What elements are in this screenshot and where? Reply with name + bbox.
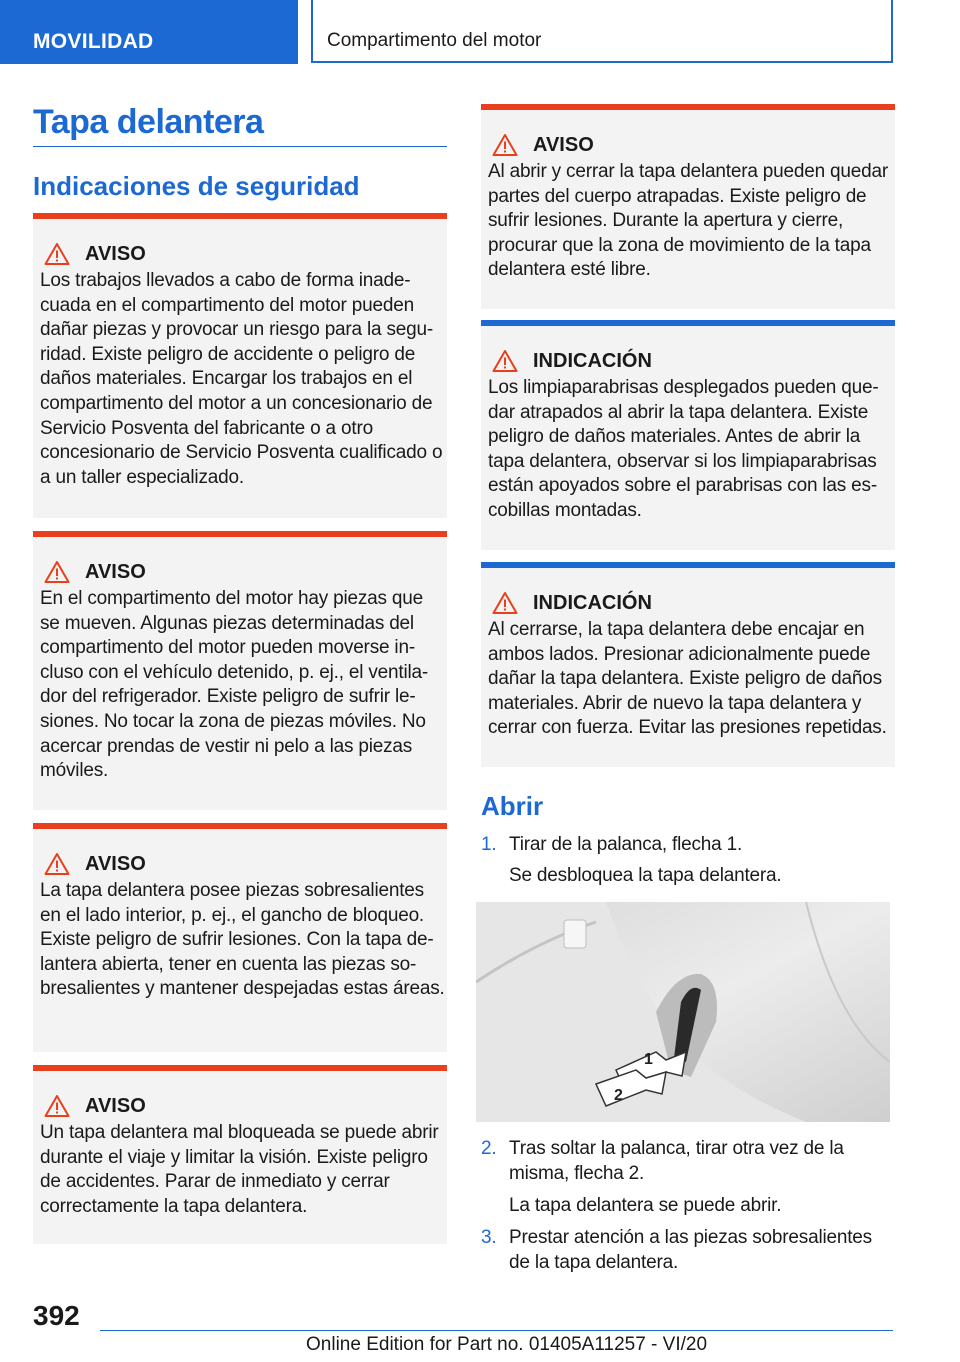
- page-title: Tapa delantera: [33, 103, 264, 141]
- step-number: 3.: [481, 1227, 497, 1248]
- notice-title-text: INDICACIÓN: [533, 349, 652, 372]
- warning-text: Un tapa delantera mal bloqueada se puede abrir durante el viaje y limitar la visión. Existe peligro de accidentes. Parar de inmediato y cerrar correctamente la tapa delantera.: [40, 1122, 439, 1217]
- warning-box: [33, 823, 447, 1052]
- page-number: 392: [33, 1300, 80, 1331]
- warning-triangle-icon: [44, 242, 70, 266]
- warning-box-title: [40, 1093, 447, 1119]
- header-chapter-tab: [311, 0, 893, 63]
- footer-edition: Online Edition for Part no. 01405A11257 - VI/20: [306, 1334, 708, 1355]
- warning-text: La tapa delantera posee piezas sobresalientes en el lado interior, p. ej., el gancho de bloqueo. Existe peligro de sufrir lesiones. Con la tapa delantera abierta, tener en cuenta las piezas sobresalientes y mantener despejadas estas áreas.: [40, 880, 445, 1000]
- step-text: Tirar de la palanca, flecha 1.: [509, 834, 743, 855]
- warning-box-title: [488, 132, 895, 158]
- warning-box: [33, 213, 447, 518]
- safety-heading: Indicaciones de seguridad: [33, 171, 360, 201]
- step-number: 1.: [481, 834, 497, 855]
- notice-title-text: INDICACIÓN: [533, 591, 652, 614]
- step-item: [481, 1225, 891, 1275]
- step-number: 2.: [481, 1138, 497, 1159]
- step-result: Se desbloquea la tapa delantera.: [509, 865, 782, 886]
- notice-box-title: [488, 348, 895, 374]
- step-text: Prestar atención a las piezas sobresalientes de la tapa delantera.: [509, 1227, 872, 1273]
- warning-title-text: AVISO: [533, 133, 594, 156]
- step-result: La tapa delantera se puede abrir.: [509, 1195, 782, 1216]
- warning-text: Los trabajos llevados a cabo de forma inadecuada en el compartimento del motor pueden dañar piezas y provocar un riesgo para la seguridad. Existe peligro de accidente o peligro de daños materiales. Encargar los trabajos en el compartimento del motor a un concesionario de Servicio Posventa del fabricante o a otro concesionario de Servicio Posventa cualificado o a un taller especializado.: [40, 270, 443, 488]
- warning-box-title: [40, 559, 447, 585]
- release-lever-illustration: [476, 902, 890, 1122]
- warning-box: [481, 104, 895, 309]
- warning-triangle-icon: [492, 133, 518, 157]
- warning-title-text: AVISO: [85, 852, 146, 875]
- release-lever-figure: [476, 902, 890, 1122]
- title-divider: [33, 146, 447, 147]
- warning-triangle-icon: [44, 560, 70, 584]
- warning-box: [33, 531, 447, 810]
- warning-title-text: AVISO: [85, 1094, 146, 1117]
- step-item: [481, 1136, 891, 1186]
- warning-triangle-icon: [44, 852, 70, 876]
- warning-text: En el compartimento del motor hay piezas que se mueven. Algunas piezas determinadas del compartimento del motor pueden moverse incluso con el vehículo detenido, p. ej., el ventilador del refrigerador. Existe peligro de sufrir lesiones. No tocar la zona de piezas móviles. No acercar prendas de vestir ni pelo a las piezas móviles.: [40, 588, 429, 782]
- notice-box: [481, 320, 895, 550]
- notice-box-title: [488, 590, 895, 616]
- warning-box-title: [40, 851, 447, 877]
- warning-triangle-icon: [492, 349, 518, 373]
- open-heading: Abrir: [481, 791, 544, 821]
- figure-arrow-2-label: 2: [614, 1087, 623, 1104]
- warning-box-title: [40, 241, 447, 267]
- notice-text: Al cerrarse, la tapa delantera debe encajar en ambos lados. Presionar adicionalmente puede dañar la tapa delantera. Existe peligro de daños materiales. Abrir de nuevo la tapa delantera y cerrar con fuerza. Evitar las presiones repetidas.: [488, 619, 887, 739]
- header-section-label: MOVILIDAD: [33, 30, 154, 53]
- figure-arrow-1-label: 1: [644, 1051, 653, 1068]
- header-chapter-label: Compartimento del motor: [327, 30, 542, 51]
- warning-triangle-icon: [44, 1094, 70, 1118]
- warning-triangle-icon: [492, 591, 518, 615]
- step-item: [481, 832, 891, 857]
- header-section-tab: [0, 0, 298, 64]
- warning-title-text: AVISO: [85, 242, 146, 265]
- notice-box: [481, 562, 895, 767]
- warning-title-text: AVISO: [85, 560, 146, 583]
- warning-text: Al abrir y cerrar la tapa delantera pueden quedar partes del cuerpo atrapadas. Existe peligro de sufrir lesiones. Durante la apertura y cierre, procurar que la zona de movimiento de la tapa delantera esté libre.: [488, 161, 889, 281]
- notice-text: Los limpiaparabrisas desplegados pueden quedar atrapados al abrir la tapa delantera. Existe peligro de daños materiales. Antes de abrir la tapa delantera, observar si los limpiaparabrisas están apoyados sobre el parabrisas con las escobillas montadas.: [488, 377, 879, 521]
- step-text: Tras soltar la palanca, tirar otra vez de la misma, flecha 2.: [509, 1138, 844, 1184]
- warning-box: [33, 1065, 447, 1244]
- footer-divider: [100, 1330, 893, 1331]
